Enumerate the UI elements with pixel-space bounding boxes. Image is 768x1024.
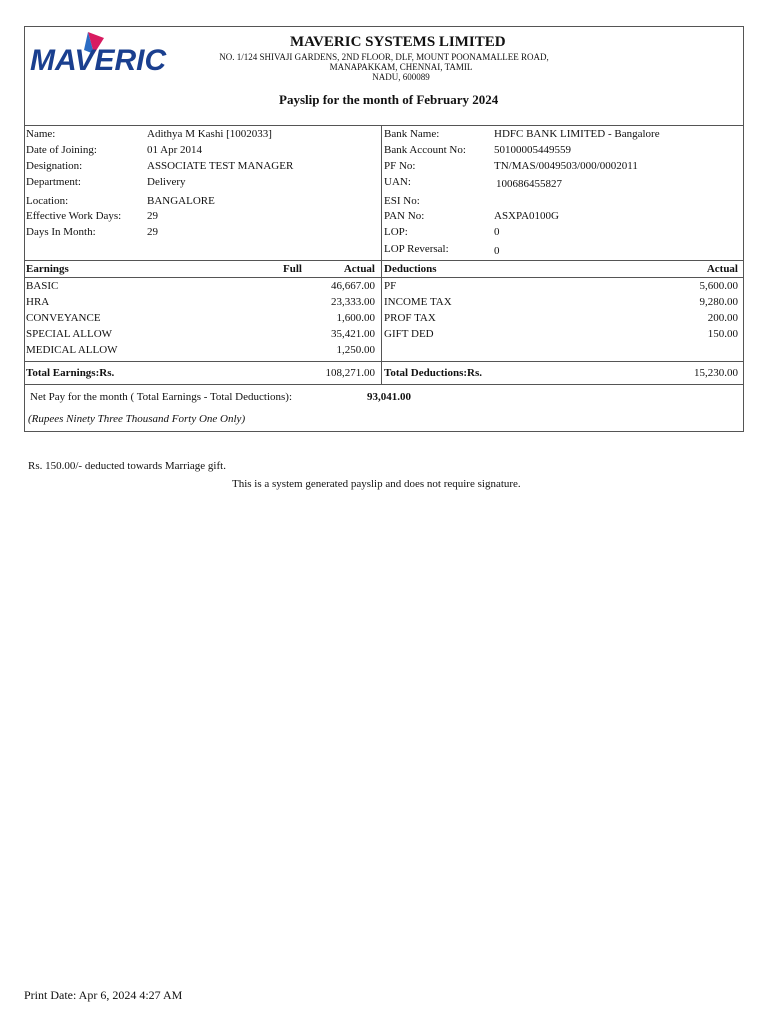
total-earnings-value: 108,271.00	[325, 367, 375, 379]
divider	[24, 125, 744, 126]
column-divider	[381, 125, 382, 384]
divider	[24, 260, 744, 261]
company-address-line1: NO. 1/124 SHIVAJI GARDENS, 2ND FLOOR, DLF, MOUNT POONAMALLEE ROAD,	[219, 52, 549, 62]
earning-label: HRA	[26, 296, 50, 308]
total-deductions-label: Total Deductions:Rs.	[384, 367, 482, 379]
bank-label: UAN:	[384, 176, 411, 188]
earning-label: MEDICAL ALLOW	[26, 344, 118, 356]
company-name: MAVERIC SYSTEMS LIMITED	[290, 34, 506, 50]
earning-amount: 35,421.00	[331, 328, 375, 340]
earnings-actual-header: Actual	[343, 263, 375, 275]
employee-value: 29	[147, 210, 158, 222]
earning-amount: 1,250.00	[336, 344, 375, 356]
employee-value: 29	[147, 226, 158, 238]
employee-label: Effective Work Days:	[26, 210, 122, 222]
earning-label: SPECIAL ALLOW	[26, 328, 113, 340]
employee-value: BANGALORE	[147, 195, 215, 207]
bank-value: HDFC BANK LIMITED - Bangalore	[494, 128, 660, 140]
company-address-line3: NADU, 600089	[372, 72, 430, 82]
deduction-amount: 9,280.00	[699, 296, 738, 308]
employee-value: ASSOCIATE TEST MANAGER	[147, 160, 294, 172]
divider	[24, 384, 744, 385]
earnings-header: Earnings	[26, 263, 69, 275]
deduction-label: GIFT DED	[384, 328, 434, 340]
deduction-amount: 150.00	[707, 328, 738, 340]
bank-value: 50100005449559	[494, 144, 571, 156]
employee-label: Days In Month:	[26, 226, 96, 238]
bank-label: LOP:	[384, 226, 408, 238]
employee-label: Date of Joining:	[26, 144, 97, 156]
earning-amount: 23,333.00	[331, 296, 375, 308]
bank-label: PAN No:	[384, 210, 425, 222]
earnings-full-header: Full	[283, 263, 302, 275]
deduction-amount: 200.00	[707, 312, 738, 324]
bank-label: Bank Account No:	[384, 144, 466, 156]
deduction-label: INCOME TAX	[384, 296, 452, 308]
total-earnings-label: Total Earnings:Rs.	[26, 367, 115, 379]
bank-label: PF No:	[384, 160, 416, 172]
bank-label: ESI No:	[384, 195, 420, 207]
bank-value: 0	[494, 245, 500, 257]
earning-label: CONVEYANCE	[26, 312, 101, 324]
earning-amount: 1,600.00	[336, 312, 375, 324]
payslip-title: Payslip for the month of February 2024	[279, 92, 499, 107]
earning-amount: 46,667.00	[331, 280, 375, 292]
print-date: Print Date: Apr 6, 2024 4:27 AM	[24, 988, 183, 1002]
bank-value: 0	[494, 226, 500, 238]
bank-value: TN/MAS/0049503/000/0002011	[494, 160, 638, 172]
net-pay-value: 93,041.00	[367, 391, 411, 403]
employee-label: Name:	[26, 128, 56, 140]
employee-label: Location:	[26, 195, 69, 207]
total-deductions-value: 15,230.00	[694, 367, 738, 379]
employee-value: Adithya M Kashi [1002033]	[147, 128, 272, 140]
divider	[24, 361, 744, 362]
bank-label: LOP Reversal:	[384, 243, 449, 255]
deduction-label: PROF TAX	[384, 312, 436, 324]
employee-label: Department:	[26, 176, 81, 188]
bank-value: 100686455827	[496, 178, 562, 190]
employee-label: Designation:	[26, 160, 83, 172]
deduction-label: PF	[384, 280, 397, 292]
net-pay-label: Net Pay for the month ( Total Earnings - Total Deductions):	[30, 391, 293, 403]
earning-label: BASIC	[26, 280, 59, 292]
divider	[24, 277, 744, 278]
bank-value: ASXPA0100G	[494, 210, 560, 222]
system-generated-note: This is a system generated payslip and does not require signature.	[232, 478, 521, 490]
net-pay-words: (Rupees Ninety Three Thousand Forty One Only)	[28, 413, 246, 425]
employee-value: 01 Apr 2014	[147, 144, 202, 156]
company-address-line2: MANAPAKKAM, CHENNAI, TAMIL	[329, 62, 473, 72]
bank-label: Bank Name:	[384, 128, 440, 140]
deduction-amount: 5,600.00	[699, 280, 738, 292]
logo-text: MAVERIC	[30, 44, 167, 74]
gift-deduction-note: Rs. 150.00/- deducted towards Marriage gift.	[28, 460, 226, 472]
deductions-header: Deductions	[384, 263, 437, 275]
employee-value: Delivery	[147, 176, 186, 188]
deductions-actual-header: Actual	[706, 263, 738, 275]
